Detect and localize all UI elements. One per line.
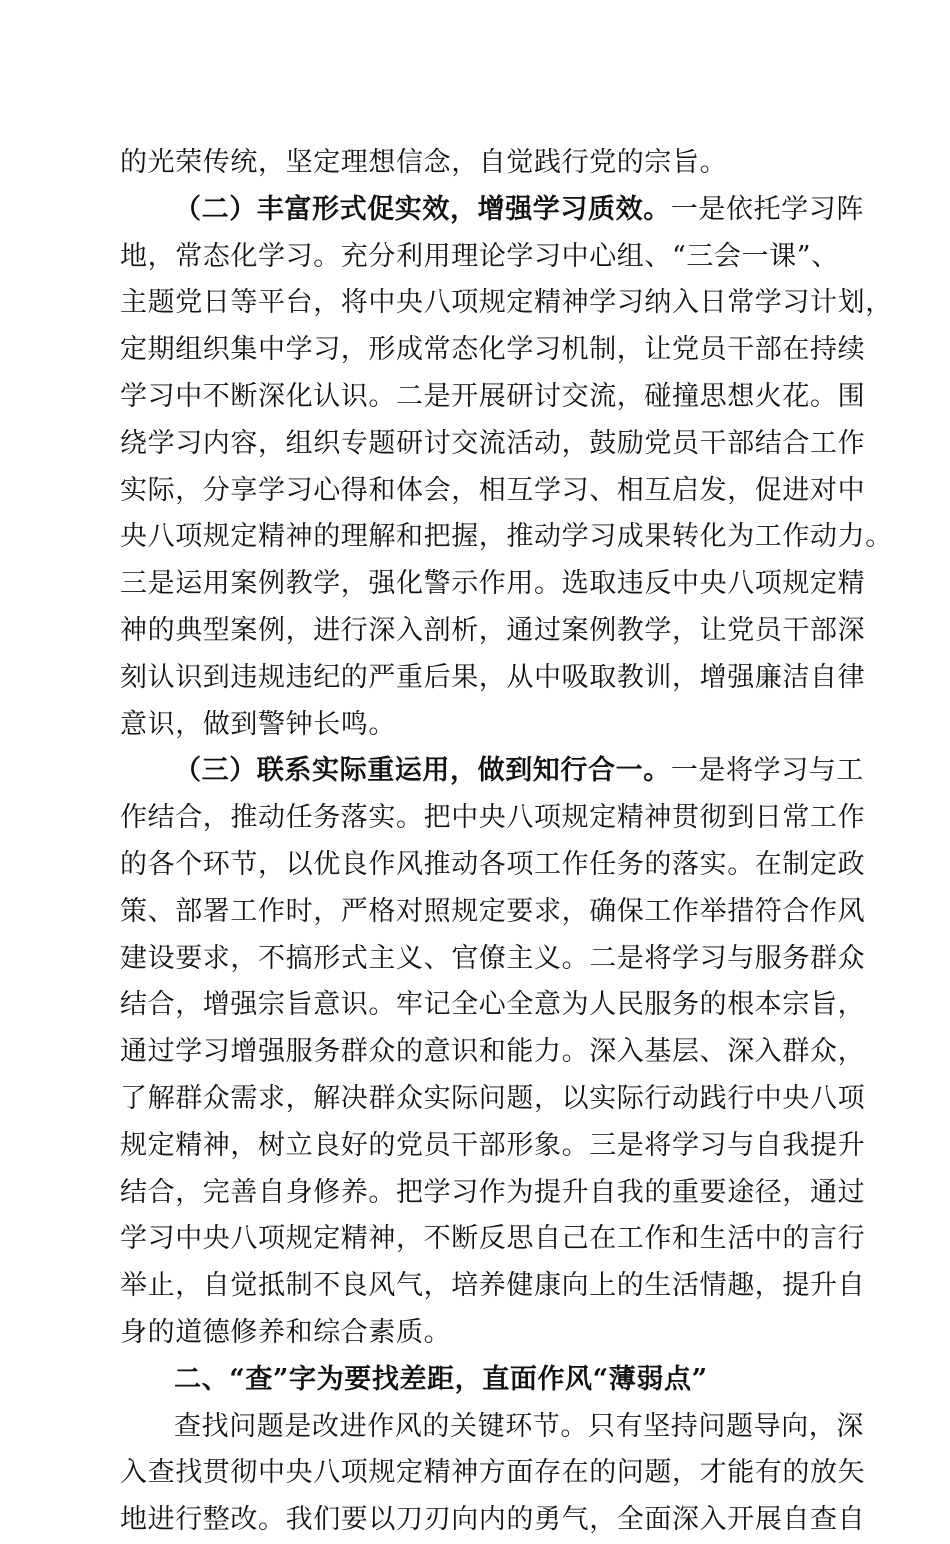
text-line: 规定精神，树立良好的党员干部形象。三是将学习与自我提升 — [120, 1129, 866, 1161]
subheading-line — [120, 748, 865, 795]
text-line: 结合，增强宗旨意识。牢记全心全意为人民服务的根本宗旨， — [120, 989, 866, 1021]
subheading-two: （二）丰富形式促实效，增强学习质效。 — [174, 193, 671, 225]
text-line: 的光荣传统，坚定理想信念，自觉践行党的宗旨。 — [120, 147, 728, 178]
subheading-line — [120, 187, 865, 234]
text-line: 主题党日等平台，将中央八项规定精神学习纳入日常学习计划， — [120, 287, 893, 319]
text-line: 意识，做到警钟长鸣。 — [120, 708, 396, 740]
text-line: 地进行整改。我们要以刀刃向内的勇气，全面深入开展自查自 — [120, 1504, 866, 1536]
document-body — [120, 140, 893, 1544]
text-line: 学习中不断深化认识。二是开展研讨交流，碰撞思想火花。围 — [120, 380, 866, 412]
text-line: 地，常态化学习。充分利用理论学习中心组、“三会一课”、 — [120, 240, 839, 272]
text-line: 绕学习内容，组织专题研讨交流活动，鼓励党员干部结合工作 — [120, 427, 866, 459]
text-run: 一是依托学习阵 — [670, 193, 865, 225]
text-line: 身的道德修养和综合素质。 — [120, 1316, 452, 1348]
text-line: 通过学习增强服务群众的意识和能力。深入基层、深入群众， — [120, 1036, 866, 1068]
text-line: 的各个环节，以优良作风推动各项工作任务的落实。在制定政 — [120, 848, 866, 880]
text-line: 查找问题是改进作风的关键环节。只有坚持问题导向，深 — [174, 1410, 864, 1442]
text-line: 建设要求，不搞形式主义、官僚主义。二是将学习与服务群众 — [120, 942, 866, 974]
text-line: 定期组织集中学习，形成常态化学习机制，让党员干部在持续 — [120, 334, 866, 366]
text-line: 央八项规定精神的理解和把握，推动学习成果转化为工作动力。 — [120, 521, 893, 553]
text-line: 入查找贯彻中央八项规定精神方面存在的问题，才能有的放矢 — [120, 1457, 866, 1489]
text-line: 策、部署工作时，严格对照规定要求，确保工作举措符合作风 — [120, 895, 866, 927]
subheading-three: （三）联系实际重运用，做到知行合一。 — [174, 755, 671, 787]
section-heading: 二、“查”字为要找差距，直面作风“薄弱点” — [174, 1363, 708, 1395]
text-line: 刻认识到违规违纪的严重后果，从中吸取教训，增强廉洁自律 — [120, 661, 866, 693]
text-line: 了解群众需求，解决群众实际问题，以实际行动践行中央八项 — [120, 1082, 866, 1114]
text-line: 举止，自觉抵制不良风气，培养健康向上的生活情趣，提升自 — [120, 1270, 866, 1302]
text-run: 一是将学习与工 — [670, 755, 865, 787]
text-line: 实际，分享学习心得和体会，相互学习、相互启发，促进对中 — [120, 474, 866, 506]
text-line: 神的典型案例，进行深入剖析，通过案例教学，让党员干部深 — [120, 614, 866, 646]
text-line: 学习中央八项规定精神，不断反思自己在工作和生活中的言行 — [120, 1223, 866, 1255]
text-line: 三是运用案例教学，强化警示作用。选取违反中央八项规定精 — [120, 568, 866, 600]
text-line: 作结合，推动任务落实。把中央八项规定精神贯彻到日常工作 — [120, 802, 866, 834]
text-line: 结合，完善自身修养。把学习作为提升自我的重要途径，通过 — [120, 1176, 866, 1208]
